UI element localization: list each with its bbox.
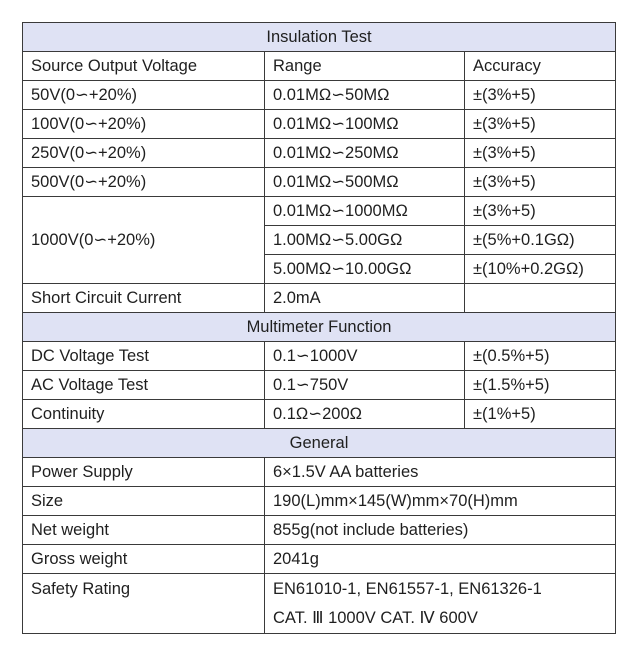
table-row: [23, 110, 616, 139]
table-row: [23, 371, 616, 400]
voltage-cell: 250V(0∽+20%): [23, 139, 265, 168]
safety-rating-value: [265, 574, 616, 634]
column-header-row: [23, 52, 616, 81]
accuracy-cell: ±(5%+0.1GΩ): [465, 226, 616, 255]
range-cell: 1.00MΩ∽5.00GΩ: [265, 226, 465, 255]
table-row: [23, 574, 616, 634]
spec-label: Power Supply: [23, 458, 265, 487]
table-row: [23, 458, 616, 487]
table-row: [23, 487, 616, 516]
range-cell: 0.01MΩ∽500MΩ: [265, 168, 465, 197]
range-cell: 0.1∽750V: [265, 371, 465, 400]
spec-label: Gross weight: [23, 545, 265, 574]
range-cell: 0.01MΩ∽1000MΩ: [265, 197, 465, 226]
section-header-insulation: [23, 23, 616, 52]
spec-value: 2041g: [265, 545, 616, 574]
spec-value: 190(L)mm×145(W)mm×70(H)mm: [265, 487, 616, 516]
header-range: Range: [265, 52, 465, 81]
function-label: DC Voltage Test: [23, 342, 265, 371]
spec-value: 855g(not include batteries): [265, 516, 616, 545]
section-title: Multimeter Function: [23, 313, 616, 342]
header-accuracy: Accuracy: [465, 52, 616, 81]
table-row: [23, 197, 616, 226]
accuracy-cell: ±(3%+5): [465, 110, 616, 139]
section-title: General: [23, 429, 616, 458]
spec-label: Safety Rating: [23, 574, 265, 634]
spec-label: Size: [23, 487, 265, 516]
table-row: [23, 81, 616, 110]
section-header-general: [23, 429, 616, 458]
accuracy-cell: ±(10%+0.2GΩ): [465, 255, 616, 284]
range-cell: 0.01MΩ∽100MΩ: [265, 110, 465, 139]
function-label: AC Voltage Test: [23, 371, 265, 400]
voltage-cell: 500V(0∽+20%): [23, 168, 265, 197]
range-cell: 0.01MΩ∽250MΩ: [265, 139, 465, 168]
table-row: [23, 516, 616, 545]
section-title: Insulation Test: [23, 23, 616, 52]
spec-value: 6×1.5V AA batteries: [265, 458, 616, 487]
empty-cell: [465, 284, 616, 313]
range-cell: 5.00MΩ∽10.00GΩ: [265, 255, 465, 284]
range-cell: 0.1∽1000V: [265, 342, 465, 371]
section-header-multimeter: [23, 313, 616, 342]
table-row: [23, 139, 616, 168]
table-row: [23, 545, 616, 574]
spec-label: Net weight: [23, 516, 265, 545]
voltage-cell: 100V(0∽+20%): [23, 110, 265, 139]
function-label: Continuity: [23, 400, 265, 429]
table-row: [23, 342, 616, 371]
accuracy-cell: ±(0.5%+5): [465, 342, 616, 371]
header-source-output-voltage: Source Output Voltage: [23, 52, 265, 81]
accuracy-cell: ±(3%+5): [465, 81, 616, 110]
accuracy-cell: ±(1%+5): [465, 400, 616, 429]
short-circuit-value: 2.0mA: [265, 284, 465, 313]
safety-line-1: EN61010-1, EN61557-1, EN61326-1: [273, 580, 542, 598]
accuracy-cell: ±(1.5%+5): [465, 371, 616, 400]
voltage-cell: 50V(0∽+20%): [23, 81, 265, 110]
spec-table: [22, 22, 616, 634]
accuracy-cell: ±(3%+5): [465, 139, 616, 168]
accuracy-cell: ±(3%+5): [465, 197, 616, 226]
table-row: [23, 168, 616, 197]
safety-line-2: CAT. Ⅲ 1000V CAT. Ⅳ 600V: [273, 609, 478, 627]
table-row: [23, 400, 616, 429]
short-circuit-label: Short Circuit Current: [23, 284, 265, 313]
table-row: [23, 284, 616, 313]
voltage-cell-1000v: 1000V(0∽+20%): [23, 197, 265, 284]
range-cell: 0.1Ω∽200Ω: [265, 400, 465, 429]
accuracy-cell: ±(3%+5): [465, 168, 616, 197]
range-cell: 0.01MΩ∽50MΩ: [265, 81, 465, 110]
